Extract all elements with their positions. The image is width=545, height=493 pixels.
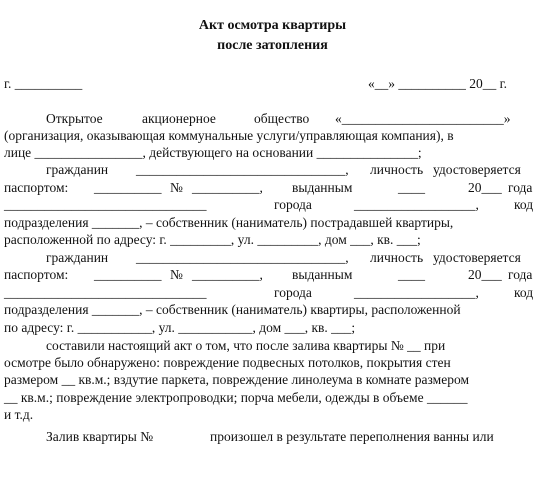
text-line — [0, 215, 545, 231]
text-segment: 20___ — [468, 267, 502, 282]
text-segment: __________________, — [354, 285, 479, 300]
text-segment: __________ — [94, 180, 162, 195]
text-line — [0, 429, 545, 445]
text-segment: код — [514, 197, 534, 212]
text-line — [0, 197, 545, 213]
text-line — [0, 285, 545, 301]
text-line — [0, 180, 545, 196]
text-segment: общество — [254, 111, 310, 126]
text-segment: города — [274, 285, 312, 300]
text-segment: _______________________________, — [136, 162, 349, 177]
text-line — [0, 390, 545, 406]
text-segment: ______________________________ — [4, 197, 207, 212]
text-segment: расположенной по адресу: г. _________, ул. _________, дом ___, кв. ___; — [4, 232, 421, 247]
text-line — [0, 407, 545, 423]
text-segment: размером __ кв.м.; вздутие паркета, повреждение линолеума в комнате размером — [4, 372, 469, 387]
text-segment: выданным — [292, 180, 353, 195]
text-segment: паспортом: — [4, 267, 69, 282]
text-segment: выданным — [292, 267, 353, 282]
text-segment: __________, — [192, 267, 263, 282]
text-segment: удостоверяется — [433, 162, 521, 177]
text-line — [0, 111, 545, 127]
document-title: Акт осмотра квартиры — [198, 18, 347, 33]
text-segment: и т.д. — [4, 407, 34, 422]
date-field: «__» __________ 20__ г. — [368, 76, 508, 91]
document-subtitle: после затопления — [217, 38, 328, 53]
text-segment: гражданин — [46, 162, 109, 177]
text-segment: личность — [370, 162, 424, 177]
text-segment: года — [508, 267, 533, 282]
text-segment: гражданин — [46, 250, 109, 265]
text-segment: личность — [370, 250, 424, 265]
text-segment: № — [170, 180, 183, 195]
text-line — [0, 372, 545, 388]
text-segment: лице ________________, действующего на основании _______________; — [4, 145, 422, 160]
text-segment: подразделения _______, – собственник (наниматель) пострадавшей квартиры, — [4, 215, 454, 230]
text-segment: __________ — [94, 267, 162, 282]
text-line — [0, 355, 545, 371]
text-segment: произошел в результате переполнения ванны или — [210, 429, 494, 444]
text-line — [0, 338, 545, 354]
text-segment: __ кв.м.; повреждение электропроводки; порча мебели, одежды в объеме ______ — [4, 390, 468, 405]
text-segment: ______________________________ — [4, 285, 207, 300]
text-line — [0, 320, 545, 336]
text-segment: _______________________________, — [136, 250, 349, 265]
text-segment: по адресу: г. ___________, ул. ___________, дом ___, кв. ___; — [4, 320, 356, 335]
text-segment: № — [170, 267, 183, 282]
text-line — [0, 302, 545, 318]
city-field: г. __________ — [4, 76, 83, 91]
text-segment: ____ — [398, 267, 425, 282]
text-segment: __________, — [192, 180, 263, 195]
text-segment: (организация, оказывающая коммунальные услуги/управляющая компания), в — [4, 128, 454, 143]
text-line — [0, 162, 545, 178]
text-segment: код — [514, 285, 534, 300]
text-segment: ____ — [398, 180, 425, 195]
city-date-line — [0, 76, 545, 92]
text-segment: подразделения _______, – собственник (наниматель) квартиры, расположенной — [4, 302, 461, 317]
text-line — [0, 128, 545, 144]
text-line — [0, 267, 545, 283]
text-segment: паспортом: — [4, 180, 69, 195]
text-line — [0, 232, 545, 248]
text-segment: осмотре было обнаружено: повреждение подвесных потолков, покрытия стен — [4, 355, 451, 370]
text-segment: удостоверяется — [433, 250, 521, 265]
text-segment: __________________, — [354, 197, 479, 212]
text-line — [0, 145, 545, 161]
text-segment: «________________________» — [335, 111, 511, 126]
text-segment: акционерное — [142, 111, 216, 126]
text-segment: Залив квартиры № — [46, 429, 154, 444]
text-line — [0, 250, 545, 266]
text-segment: города — [274, 197, 312, 212]
text-segment: года — [508, 180, 533, 195]
text-segment: 20___ — [468, 180, 502, 195]
text-segment: Открытое — [46, 111, 103, 126]
text-segment: составили настоящий акт о том, что после залива квартиры № __ при — [46, 338, 446, 353]
